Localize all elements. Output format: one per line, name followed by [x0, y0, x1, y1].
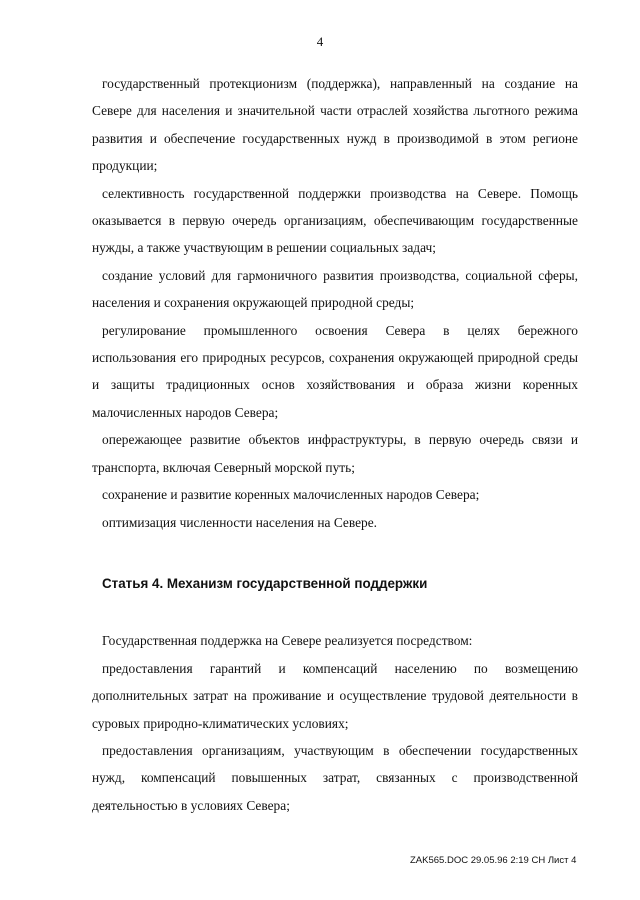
- paragraph: предоставления гарантий и компенсаций населению по возмещению дополнительных затрат на проживание и осуществление трудовой деятельности в суровых природно-климатических условиях;: [92, 660, 578, 731]
- paragraph: предоставления организациям, участвующим в обеспечении государственных нужд, компенсаций повышенных затрат, связанных с производственной деятельностью в условиях Севера;: [92, 742, 578, 813]
- document-body: [92, 70, 578, 819]
- article-heading: Статья 4. Механизм государственной поддержки: [102, 575, 428, 591]
- paragraph: создание условий для гармоничного развития производства, социальной сферы, населения и сохранения окружающей природной среды;: [92, 267, 578, 311]
- paragraph: Государственная поддержка на Севере реализуется посредством:: [102, 633, 473, 649]
- paragraph: регулирование промышленного освоения Севера в целях бережного использования его природных ресурсов, сохранения окружающей природной среды и защиты традиционных основ хозяйствования и образа жизни коренных малочисленных народов Севера;: [92, 322, 578, 420]
- paragraph: опережающее развитие объектов инфраструктуры, в первую очередь связи и транспорта, включая Северный морской путь;: [92, 432, 578, 475]
- paragraph: оптимизация численности населения на Севере.: [102, 514, 378, 530]
- paragraph: государственный протекционизм (поддержка), направленный на создание на Севере для населения и значительной части отраслей хозяйства льготного режима развития и обеспечение государственных нужд в производимой в этом регионе продукции;: [92, 76, 578, 174]
- paragraph: селективность государственной поддержки производства на Севере. Помощь оказывается в первую очередь организациям, обеспечивающим государственные нужды, а также участвующим в решении социальных задач;: [92, 185, 578, 256]
- paragraph: сохранение и развитие коренных малочисленных народов Севера;: [102, 487, 480, 503]
- page-number: 4: [316, 34, 324, 49]
- document-footer: ZAK565.DOC 29.05.96 2:19 CH Лист 4: [410, 855, 577, 866]
